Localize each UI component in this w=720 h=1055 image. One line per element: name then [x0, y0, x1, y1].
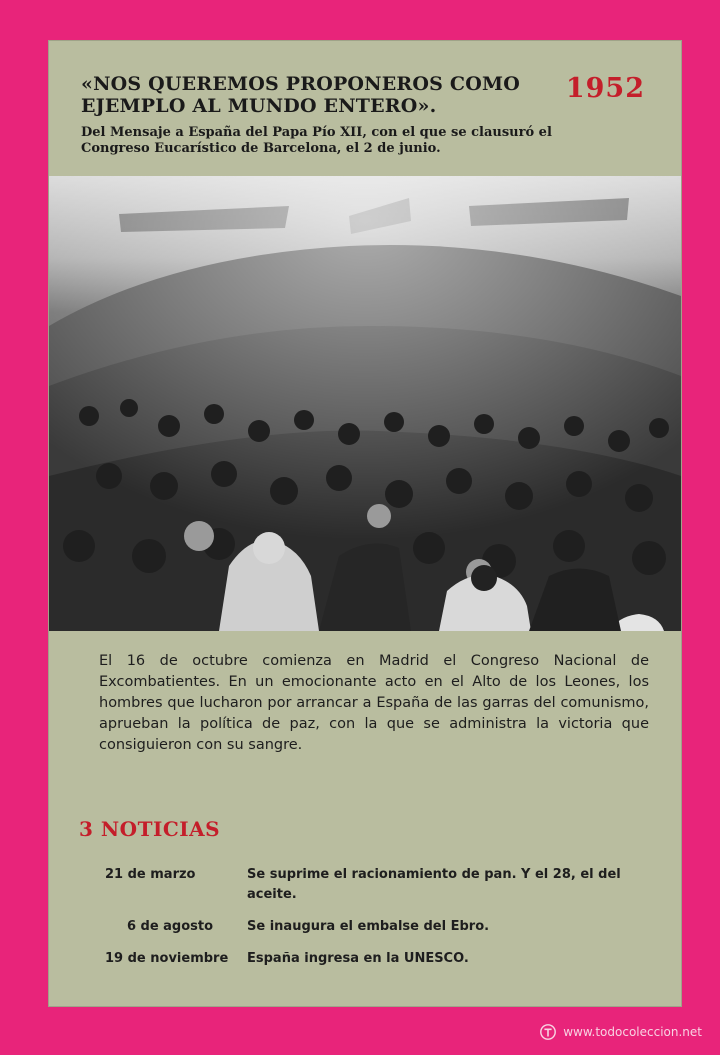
news-item [105, 949, 653, 969]
headline-quote: «NOS QUEREMOS PROPONEROS COMO EJEMPLO AL MUNDO ENTERO». [81, 73, 520, 117]
subheadline: Del Mensaje a España del Papa Pío XII, con el que se clausuró el Congreso Eucarístico de Barcelona, el 2 de junio. [81, 125, 552, 156]
watermark [539, 1023, 702, 1041]
year-label: 1952 [565, 73, 645, 104]
crowd-photo-image [49, 176, 681, 631]
news-text: España ingresa en la UNESCO. [247, 951, 469, 966]
news-text: Se inaugura el embalse del Ebro. [247, 919, 490, 934]
news-item [105, 917, 653, 937]
postcard [49, 41, 681, 1006]
body-paragraph: El 16 de octubre comienza en Madrid el Congreso Nacional de Excombatientes. En un emocionante acto en el Alto de los Leones, los hombres que lucharon por arrancar a España de las garras del comunismo, aprueban la política de paz, con la que se administra la victoria que consiguieron con su sangre. [99, 653, 649, 753]
news-date: 6 de agosto [126, 919, 214, 934]
todocoleccion-logo-icon [539, 1023, 557, 1041]
watermark-text: www.todocoleccion.net [563, 1025, 702, 1039]
news-heading: 3 NOTICIAS [79, 817, 221, 841]
crowd-photo [49, 176, 681, 631]
news-list [105, 865, 653, 981]
news-text: Se suprime el racionamiento de pan. Y el 28, el del aceite. [247, 867, 621, 902]
news-item [105, 865, 653, 905]
news-date: 21 de marzo [105, 867, 196, 882]
news-date: 19 de noviembre [105, 951, 229, 966]
